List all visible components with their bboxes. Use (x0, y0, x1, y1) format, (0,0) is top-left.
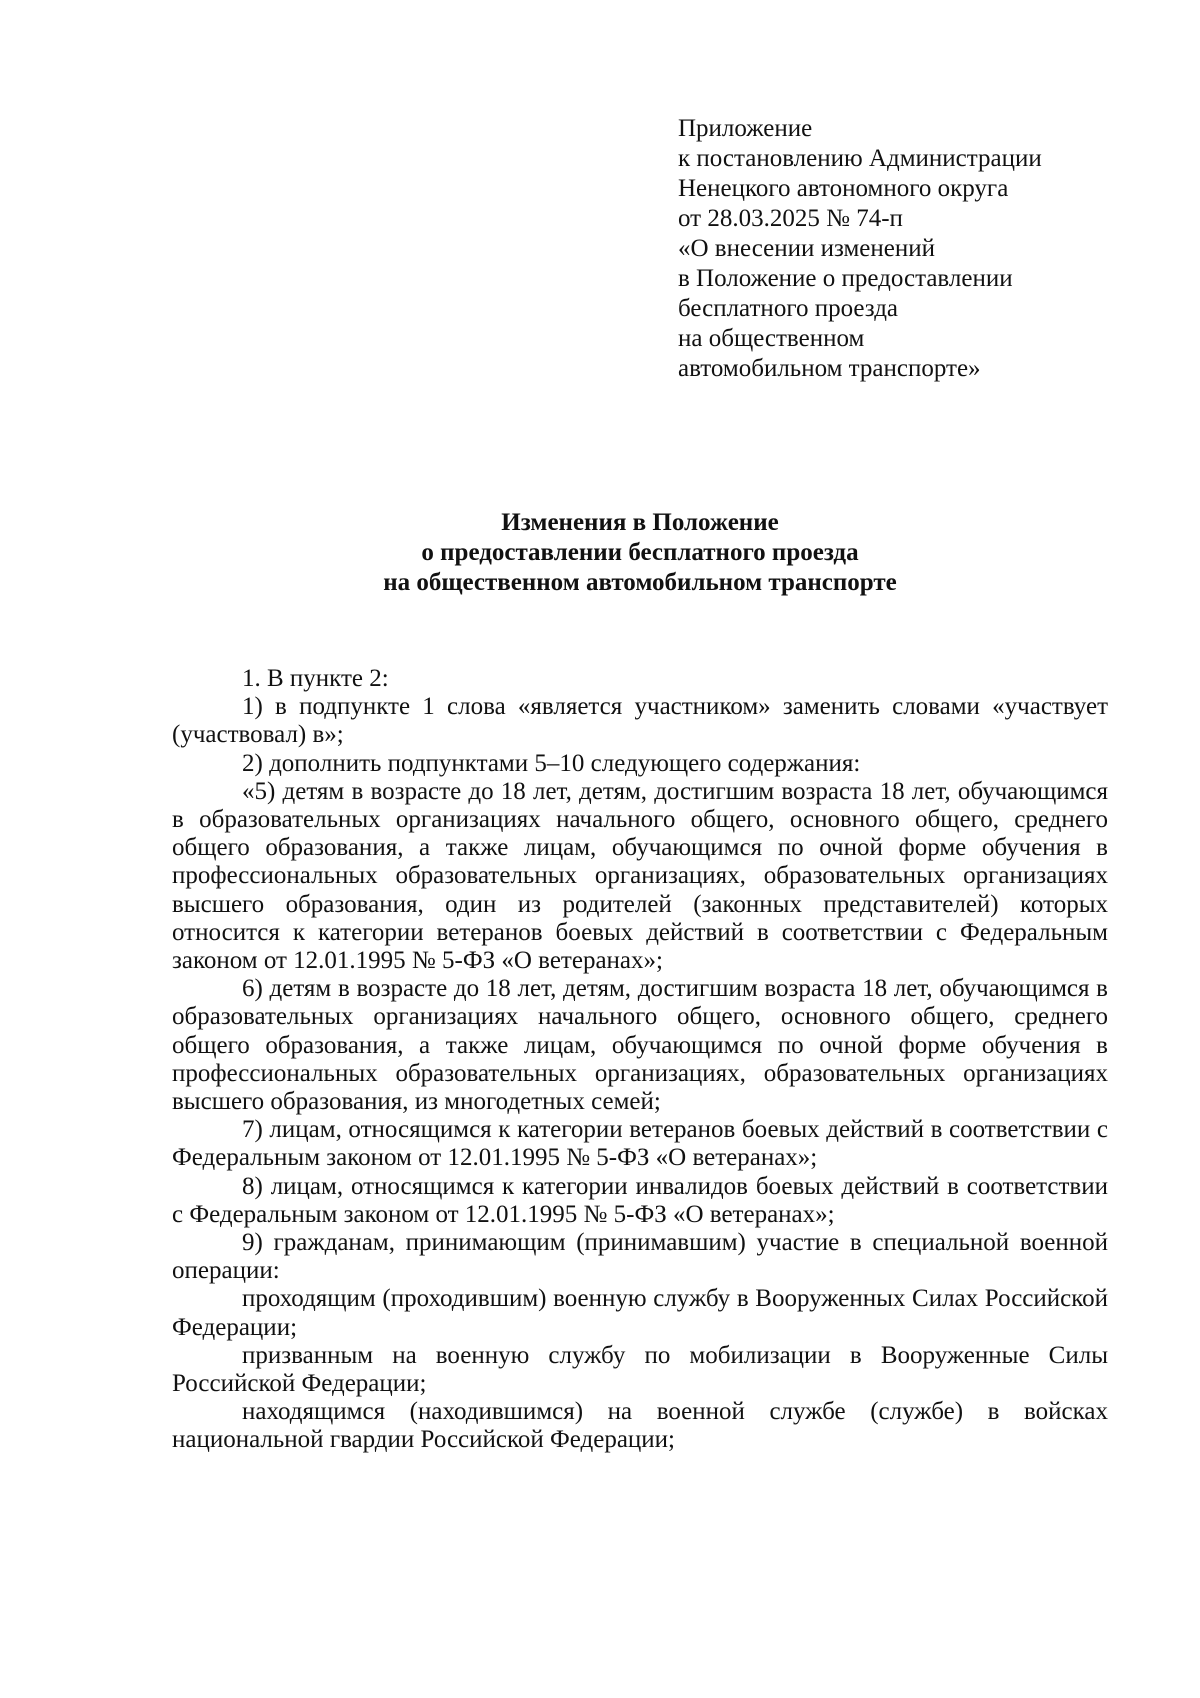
paragraph-subpoint-7: 7) лицам, относящимся к категории ветеранов боевых действий в соответствии с Федеральным законом от 12.01.1995 № 5-ФЗ «О ветеранах»; (172, 1116, 1108, 1172)
title-line: на общественном автомобильном транспорте (383, 569, 897, 596)
paragraph-subpoint-9: 9) гражданам, принимающим (принимавшим) участие в специальной военной операции: (172, 1229, 1108, 1285)
paragraph-subpoint-1: 1) в подпункте 1 слова «является участником» заменить словами «участвует (участвовал) в»; (172, 693, 1108, 749)
appendix-line: «О внесении изменений (678, 235, 936, 262)
document-title (172, 508, 1108, 598)
paragraph-subpoint-5: «5) детям в возрасте до 18 лет, детям, достигшим возраста 18 лет, обучающимся в образовательных организациях начального общего, основного общего, среднего общего образования, а также лицам, обучающимся по очной форме обучения в профессиональных образовательных организациях, образовательных организациях высшего образования, один из родителей (законных представителей) которых относится к категории ветеранов боевых действий в соответствии с Федеральным законом от 12.01.1995 № 5-ФЗ «О ветеранах»; (172, 777, 1108, 975)
appendix-line: Приложение (678, 115, 813, 142)
paragraph-subpoint-6: 6) детям в возрасте до 18 лет, детям, достигшим возраста 18 лет, обучающимся в образовательных организациях начального общего, основного общего, среднего общего образования, а также лицам, обучающимся по очной форме обучения в профессиональных образовательных организациях, образовательных организациях высшего образования, из многодетных семей; (172, 975, 1108, 1116)
paragraph-mobilization: призванным на военную службу по мобилизации в Вооруженные Силы Российской Федерации; (172, 1341, 1108, 1398)
title-line: о предоставлении бесплатного проезда (421, 539, 859, 566)
appendix-line: на общественном (678, 325, 865, 352)
appendix-line: Ненецкого автономного округа (678, 175, 1009, 202)
document-body (172, 665, 1108, 1455)
paragraph-armed-forces: проходящим (проходившим) военную службу в Вооруженных Силах Российской Федерации; (172, 1285, 1108, 1341)
paragraph-point-1: 1. В пункте 2: (242, 665, 389, 692)
paragraph-subpoint-8: 8) лицам, относящимся к категории инвалидов боевых действий в соответствии с Федеральным законом от 12.01.1995 № 5-ФЗ «О ветеранах»; (172, 1172, 1108, 1228)
appendix-line: автомобильном транспорте» (678, 355, 981, 382)
appendix-line: от 28.03.2025 № 74-п (678, 205, 903, 232)
appendix-block (678, 114, 1118, 384)
title-line: Изменения в Положение (501, 509, 779, 536)
appendix-line: в Положение о предоставлении (678, 265, 1013, 292)
appendix-line: к постановлению Администрации (678, 145, 1042, 172)
appendix-line: бесплатного проезда (678, 295, 899, 322)
paragraph-subpoint-2: 2) дополнить подпунктами 5–10 следующего содержания: (242, 749, 861, 777)
paragraph-national-guard: находящимся (находившимся) на военной службе (службе) в войсках национальной гвардии Российской Федерации; (172, 1398, 1108, 1454)
